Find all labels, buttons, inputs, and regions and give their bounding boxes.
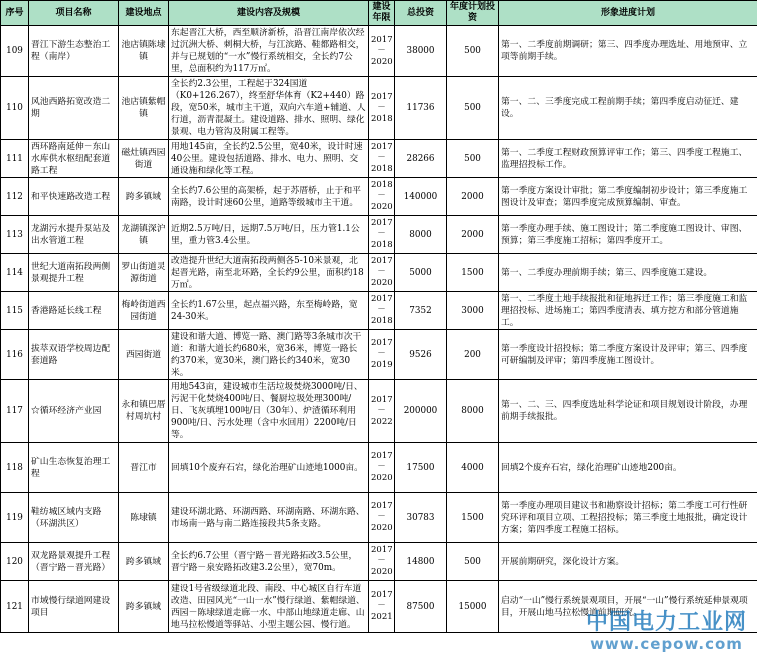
table-row bbox=[1, 178, 757, 216]
cell-location: 跨多镇域 bbox=[119, 543, 169, 581]
cell-content: 用地145亩，全长约2.5公里，宽40米，设计时速40公里。建设包括道路、排水、电力、照明、交通设施和绿化等工程。 bbox=[169, 140, 369, 178]
cell-no: 116 bbox=[1, 330, 29, 380]
cell-no: 113 bbox=[1, 216, 29, 254]
cell-name: 晋江下游生态整治工程（南岸） bbox=[29, 26, 119, 77]
cell-total: 7352 bbox=[395, 292, 447, 330]
cell-location: 梅岭街道西园街道 bbox=[119, 292, 169, 330]
cell-plan: 第一、二、三、四季度选址科学论证和项目规划设计阶段，办理前期手续报批。 bbox=[499, 380, 757, 443]
cell-name: 世纪大道南拓段两侧景观提升工程 bbox=[29, 254, 119, 292]
cell-annual: 500 bbox=[447, 140, 499, 178]
cell-total: 11736 bbox=[395, 77, 447, 140]
cell-total: 8000 bbox=[395, 216, 447, 254]
cell-no: 110 bbox=[1, 77, 29, 140]
cell-no: 111 bbox=[1, 140, 29, 178]
cell-plan: 第一、二季度办理前期手续；第三、四季度施工建设。 bbox=[499, 254, 757, 292]
header-no: 序号 bbox=[1, 1, 29, 26]
table-row bbox=[1, 292, 757, 330]
cell-location: 龙湖镇深沪镇 bbox=[119, 216, 169, 254]
cell-total: 87500 bbox=[395, 581, 447, 633]
header-annual: 年度计划投资 bbox=[447, 1, 499, 26]
cell-total: 17500 bbox=[395, 443, 447, 493]
cell-name: 西环路南延伸－东山水库供水枢纽配套道路工程 bbox=[29, 140, 119, 178]
cell-name: 双龙路景观提升工程（晋宁路－晋光路） bbox=[29, 543, 119, 581]
cell-name: 鞋纺城区域内支路（环湖洪区） bbox=[29, 493, 119, 543]
table-row bbox=[1, 543, 757, 581]
cell-no: 119 bbox=[1, 493, 29, 543]
cell-years: 2017－2020 bbox=[369, 443, 395, 493]
cell-plan: 第一、二季度前期调研；第三、四季度办理选址、用地预审、立项等前期手续。 bbox=[499, 26, 757, 77]
cell-location: 永和镇巴厝村周坑村 bbox=[119, 380, 169, 443]
cell-plan: 第一、二季度工程财政预算评审工作；第三、四季度工程施工、监理招投标工作。 bbox=[499, 140, 757, 178]
cell-plan: 第一季度方案设计审批；第二季度编制初步设计；第三季度施工图设计及审查；第四季度完成预算编制、审查。 bbox=[499, 178, 757, 216]
cell-total: 38000 bbox=[395, 26, 447, 77]
cell-total: 28266 bbox=[395, 140, 447, 178]
cell-years: 2017－2021 bbox=[369, 581, 395, 633]
cell-location: 晋江市 bbox=[119, 443, 169, 493]
cell-total: 30783 bbox=[395, 493, 447, 543]
cell-no: 118 bbox=[1, 443, 29, 493]
header-total: 总投资 bbox=[395, 1, 447, 26]
header-location: 建设地点 bbox=[119, 1, 169, 26]
cell-no: 112 bbox=[1, 178, 29, 216]
cell-years: 2017－2018 bbox=[369, 292, 395, 330]
table-body bbox=[1, 26, 757, 633]
cell-annual: 500 bbox=[447, 77, 499, 140]
cell-content: 建设环湖北路、环湖西路、环湖南路、环湖东路、市场南一路与南二路连接段共5条支路。 bbox=[169, 493, 369, 543]
cell-location: 磁灶镇西园街道 bbox=[119, 140, 169, 178]
cell-annual: 2000 bbox=[447, 178, 499, 216]
table-row bbox=[1, 380, 757, 443]
cell-location: 跨多镇域 bbox=[119, 178, 169, 216]
cell-plan: 第一、二季度土地手续报批和征地拆迁工作；第三季度施工和监理招投标、进场施工；第四季度清表、填方挖方和部分管道施工。 bbox=[499, 292, 757, 330]
cell-location: 池店镇紫帽镇 bbox=[119, 77, 169, 140]
cell-location: 池店镇陈埭镇 bbox=[119, 26, 169, 77]
cell-content: 全长约7.6公里的高架桥，起于苏厝桥，止于和平南路，设计时速60公里，道路等级城市主干道。 bbox=[169, 178, 369, 216]
table-row bbox=[1, 26, 757, 77]
cell-plan: 开展前期研究，深化设计方案。 bbox=[499, 543, 757, 581]
cell-no: 120 bbox=[1, 543, 29, 581]
cell-annual: 500 bbox=[447, 543, 499, 581]
table-header bbox=[1, 1, 757, 26]
cell-content: 回填10个废弃石宕，绿化治理矿山迹地1000亩。 bbox=[169, 443, 369, 493]
cell-location: 西园街道 bbox=[119, 330, 169, 380]
cell-years: 2017－2020 bbox=[369, 254, 395, 292]
cell-content: 全长约1.67公里，起点福兴路，东至梅岭路，宽24-30米。 bbox=[169, 292, 369, 330]
cell-content: 改造提升世纪大道南拓段两侧各5-10米景观，北起晋光路，南至北环路，全长约9公里，面积约18万㎡。 bbox=[169, 254, 369, 292]
cell-plan: 启动“一山”慢行系统景观项目，开展“一山”慢行系统延伸景观项目，开展山地马拉松慢道前期研究。 bbox=[499, 581, 757, 633]
watermark-title: 中国电力工业网 bbox=[585, 610, 747, 635]
cell-name: 龙湖污水提升泵站及出水管道工程 bbox=[29, 216, 119, 254]
table-row bbox=[1, 140, 757, 178]
table-row bbox=[1, 77, 757, 140]
cell-total: 5000 bbox=[395, 254, 447, 292]
header-content: 建设内容及规模 bbox=[169, 1, 369, 26]
cell-annual: 15000 bbox=[447, 581, 499, 633]
cell-annual: 8000 bbox=[447, 380, 499, 443]
cell-name: 市域慢行绿道网建设项目 bbox=[29, 581, 119, 633]
cell-content: 全长约2.3公里，工程起于324国道（K0+126.267），终至舒华体育（K2+440）路段，宽50米，城市主干道，双向六车道+辅道、人行道，沥青混凝土。建设道路、排水、照明、绿化景观、电力管沟及附属工程等。 bbox=[169, 77, 369, 140]
cell-content: 建设和谐大道、博览一路、澳门路等3条城市次干道：和谐大道长约680米，宽36米，博览一路长约370米，宽30米，澳门路长约340米，宽30米。 bbox=[169, 330, 369, 380]
cell-years: 2017－2018 bbox=[369, 140, 395, 178]
cell-total: 200000 bbox=[395, 380, 447, 443]
cell-content: 东起晋江大桥，西至顺济新桥，沿晋江南岸依次经过沉洲大桥、刺桐大桥，与江滨路、鞋都路相交，并与已规划的“一水”慢行系统相交，全长约7公里，总面积约为117万㎡。 bbox=[169, 26, 369, 77]
cell-years: 2017－2019 bbox=[369, 330, 395, 380]
cell-annual: 200 bbox=[447, 330, 499, 380]
cell-content: 建设1号省级绿道北段、南段、中心城区自行车道改造、田园风光“一山一水”慢行绿道、紫帽绿道、西园－陈埭绿道走廊一水、中部山地绿道走廊、山地马拉松慢道等驿站、小型主题公园、慢行道。 bbox=[169, 581, 369, 633]
header-name: 项目名称 bbox=[29, 1, 119, 26]
cell-location: 跨多镇域 bbox=[119, 581, 169, 633]
cell-no: 114 bbox=[1, 254, 29, 292]
table-row bbox=[1, 216, 757, 254]
cell-plan: 第一、二、三季度完成工程前期手续；第四季度启动征迁、建设。 bbox=[499, 77, 757, 140]
cell-plan: 第一季度办理手续、施工图设计；第二季度施工图设计、审图、预算；第三季度施工招标；第四季度开工。 bbox=[499, 216, 757, 254]
cell-name: 香港路延长线工程 bbox=[29, 292, 119, 330]
cell-no: 121 bbox=[1, 581, 29, 633]
cell-plan: 第一季度设计招投标；第二季度方案设计及评审；第三、四季度可研编制及评审；第四季度施工图设计。 bbox=[499, 330, 757, 380]
cell-years: 2017－2022 bbox=[369, 380, 395, 443]
cell-years: 2017－2020 bbox=[369, 493, 395, 543]
cell-total: 14800 bbox=[395, 543, 447, 581]
cell-name: 和平快速路改造工程 bbox=[29, 178, 119, 216]
cell-years: 2018－2020 bbox=[369, 178, 395, 216]
cell-name: 矿山生态恢复治理工程 bbox=[29, 443, 119, 493]
cell-annual: 500 bbox=[447, 26, 499, 77]
cell-years: 2017－2020 bbox=[369, 26, 395, 77]
cell-annual: 1500 bbox=[447, 254, 499, 292]
cell-annual: 1500 bbox=[447, 493, 499, 543]
table-row bbox=[1, 443, 757, 493]
table-row bbox=[1, 581, 757, 633]
header-years: 建设年限 bbox=[369, 1, 395, 26]
cell-total: 9526 bbox=[395, 330, 447, 380]
cell-location: 陈埭镇 bbox=[119, 493, 169, 543]
table-row bbox=[1, 493, 757, 543]
header-plan: 形象进度计划 bbox=[499, 1, 757, 26]
cell-content: 全长约6.7公里（晋宁路－晋光路拓改3.5公里，晋宁路－泉安路拓改建3.2公里），宽70m。 bbox=[169, 543, 369, 581]
cell-plan: 回填2个废弃石宕，绿化治理矿山迹地200亩。 bbox=[499, 443, 757, 493]
cell-years: 2017－2018 bbox=[369, 216, 395, 254]
cell-years: 2017－2018 bbox=[369, 77, 395, 140]
cell-annual: 4000 bbox=[447, 443, 499, 493]
cell-plan: 第一季度办理项目建议书和勘察设计招标；第二季度工可行性研究环评和项目立项、工程招投标；第三季度土地报批，确定设计方案；第四季度工程施工招标。 bbox=[499, 493, 757, 543]
cell-location: 罗山街道灵源街道 bbox=[119, 254, 169, 292]
cell-no: 109 bbox=[1, 26, 29, 77]
watermark-url: www.cepow.com bbox=[590, 635, 743, 653]
cell-content: 近期2.5万吨/日，远期7.5万吨/日，压力管1.1公里，重力管3.4公里。 bbox=[169, 216, 369, 254]
cell-name: 风池西路拓宽改造二期 bbox=[29, 77, 119, 140]
cell-total: 140000 bbox=[395, 178, 447, 216]
cell-annual: 3000 bbox=[447, 292, 499, 330]
table-row bbox=[1, 254, 757, 292]
cell-years: 2017－2020 bbox=[369, 543, 395, 581]
cell-name: ☆循环经济产业园 bbox=[29, 380, 119, 443]
cell-no: 117 bbox=[1, 380, 29, 443]
table-row bbox=[1, 330, 757, 380]
cell-name: 拔萃双语学校周边配套道路 bbox=[29, 330, 119, 380]
cell-annual: 2000 bbox=[447, 216, 499, 254]
cell-no: 115 bbox=[1, 292, 29, 330]
cell-content: 用地543亩，建设城市生活垃圾焚烧3000吨/日、污泥干化焚烧400吨/日、餐厨垃圾处理300吨/日、飞灰填埋100吨/日（30年）、炉渣循环利用900吨/日、污水处理（含中水回用）2200吨/日等。 bbox=[169, 380, 369, 443]
